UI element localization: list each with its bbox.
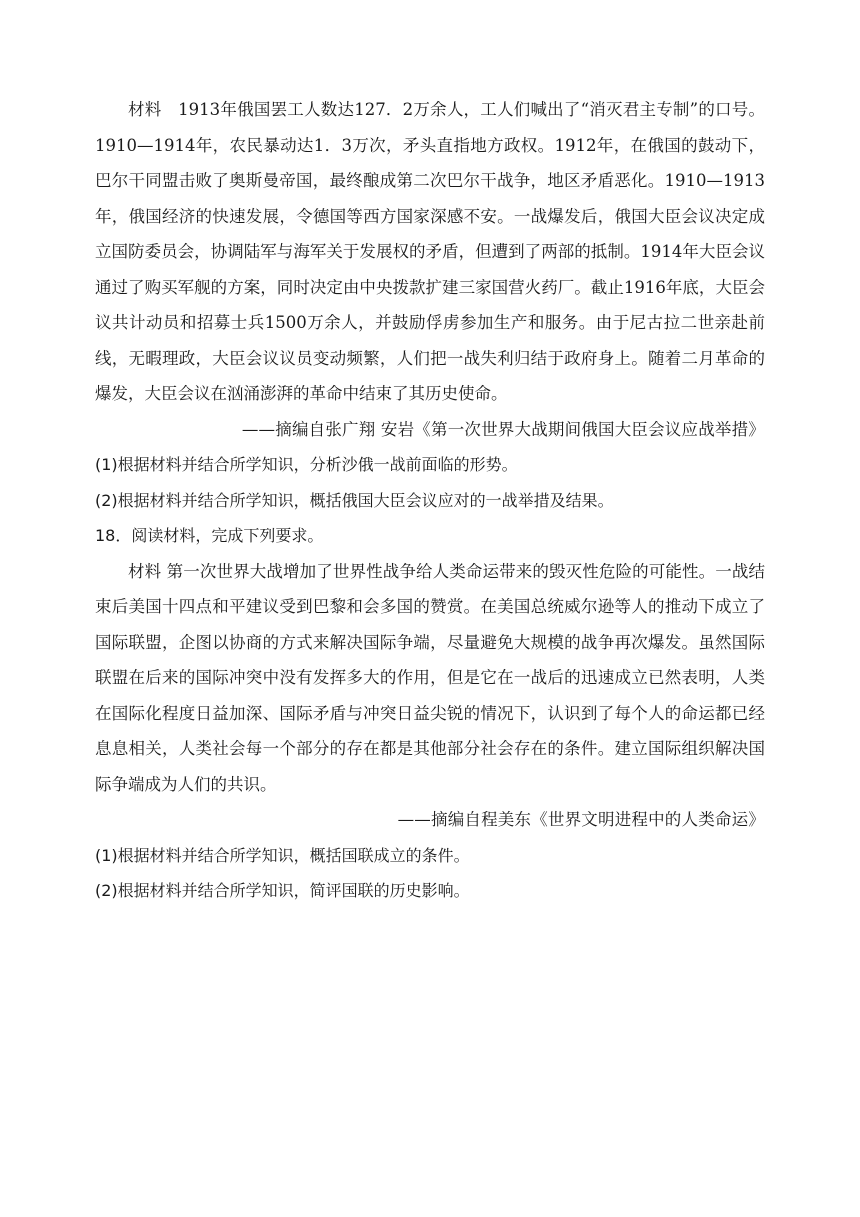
document-page (95, 92, 765, 909)
question-1-1: (1)根据材料并结合所学知识，分析沙俄一战前面临的形势。 (95, 455, 518, 474)
source-citation-2: ——摘编自程美东《世界文明进程中的人类命运》 (397, 810, 765, 829)
material-paragraph-1: 材料 1913年俄国罢工人数达127．2万余人，工人们喊出了“消灭君主专制”的口号。1910—1914年，农民暴动达1．3万次，矛头直指地方政权。1912年，在俄国的鼓动下，巴尔干同盟击败了奥斯曼帝国，最终酿成第二次巴尔干战争，地区矛盾恶化。1910—1913年，俄国经济的快速发展，令德国等西方国家深感不安。一战爆发后，俄国大臣会议决定成立国防委员会，协调陆军与海军关于发展权的矛盾，但遭到了两部的抵制。1914年大臣会议通过了购买军舰的方案，同时决定由中央拨款扩建三家国营火药厂。截止1916年底，大臣会议共计动员和招募士兵1500万余人，并鼓励俘虏参加生产和服务。由于尼古拉二世亲赴前线，无暇理政，大臣会议议员变动频繁，人们把一战失利归结于政府身上。随着二月革命的爆发，大臣会议在汹涌澎湃的革命中结束了其历史使命。 (95, 100, 765, 403)
question-18-2: (2)根据材料并结合所学知识，简评国联的历史影响。 (95, 881, 470, 900)
question-18-1: (1)根据材料并结合所学知识，概括国联成立的条件。 (95, 845, 470, 865)
source-citation-1: ——摘编自张广翔 安岩《第一次世界大战期间俄国大臣会议应战举措》 (241, 419, 765, 439)
question-18-heading: 18．阅读材料，完成下列要求。 (95, 526, 324, 545)
question-1-2: (2)根据材料并结合所学知识，概括俄国大臣会议应对的一战举措及结果。 (95, 490, 614, 510)
material-paragraph-2: 材料 第一次世界大战增加了世界性战争给人类命运带来的毁灭性危险的可能性。一战结束后美国十四点和平建议受到巴黎和会多国的赞赏。在美国总统威尔逊等人的推动下成立了国际联盟，企图以协商的方式来解决国际争端，尽量避免大规模的战争再次爆发。虽然国际联盟在后来的国际冲突中没有发挥多大的作用，但是它在一战后的迅速成立已然表明，人类在国际化程度日益加深、国际矛盾与冲突日益尖锐的情况下，认识到了每个人的命运都已经息息相关，人类社会每一个部分的存在都是其他部分社会存在的条件。建立国际组织解决国际争端成为人们的共识。 (95, 561, 765, 794)
